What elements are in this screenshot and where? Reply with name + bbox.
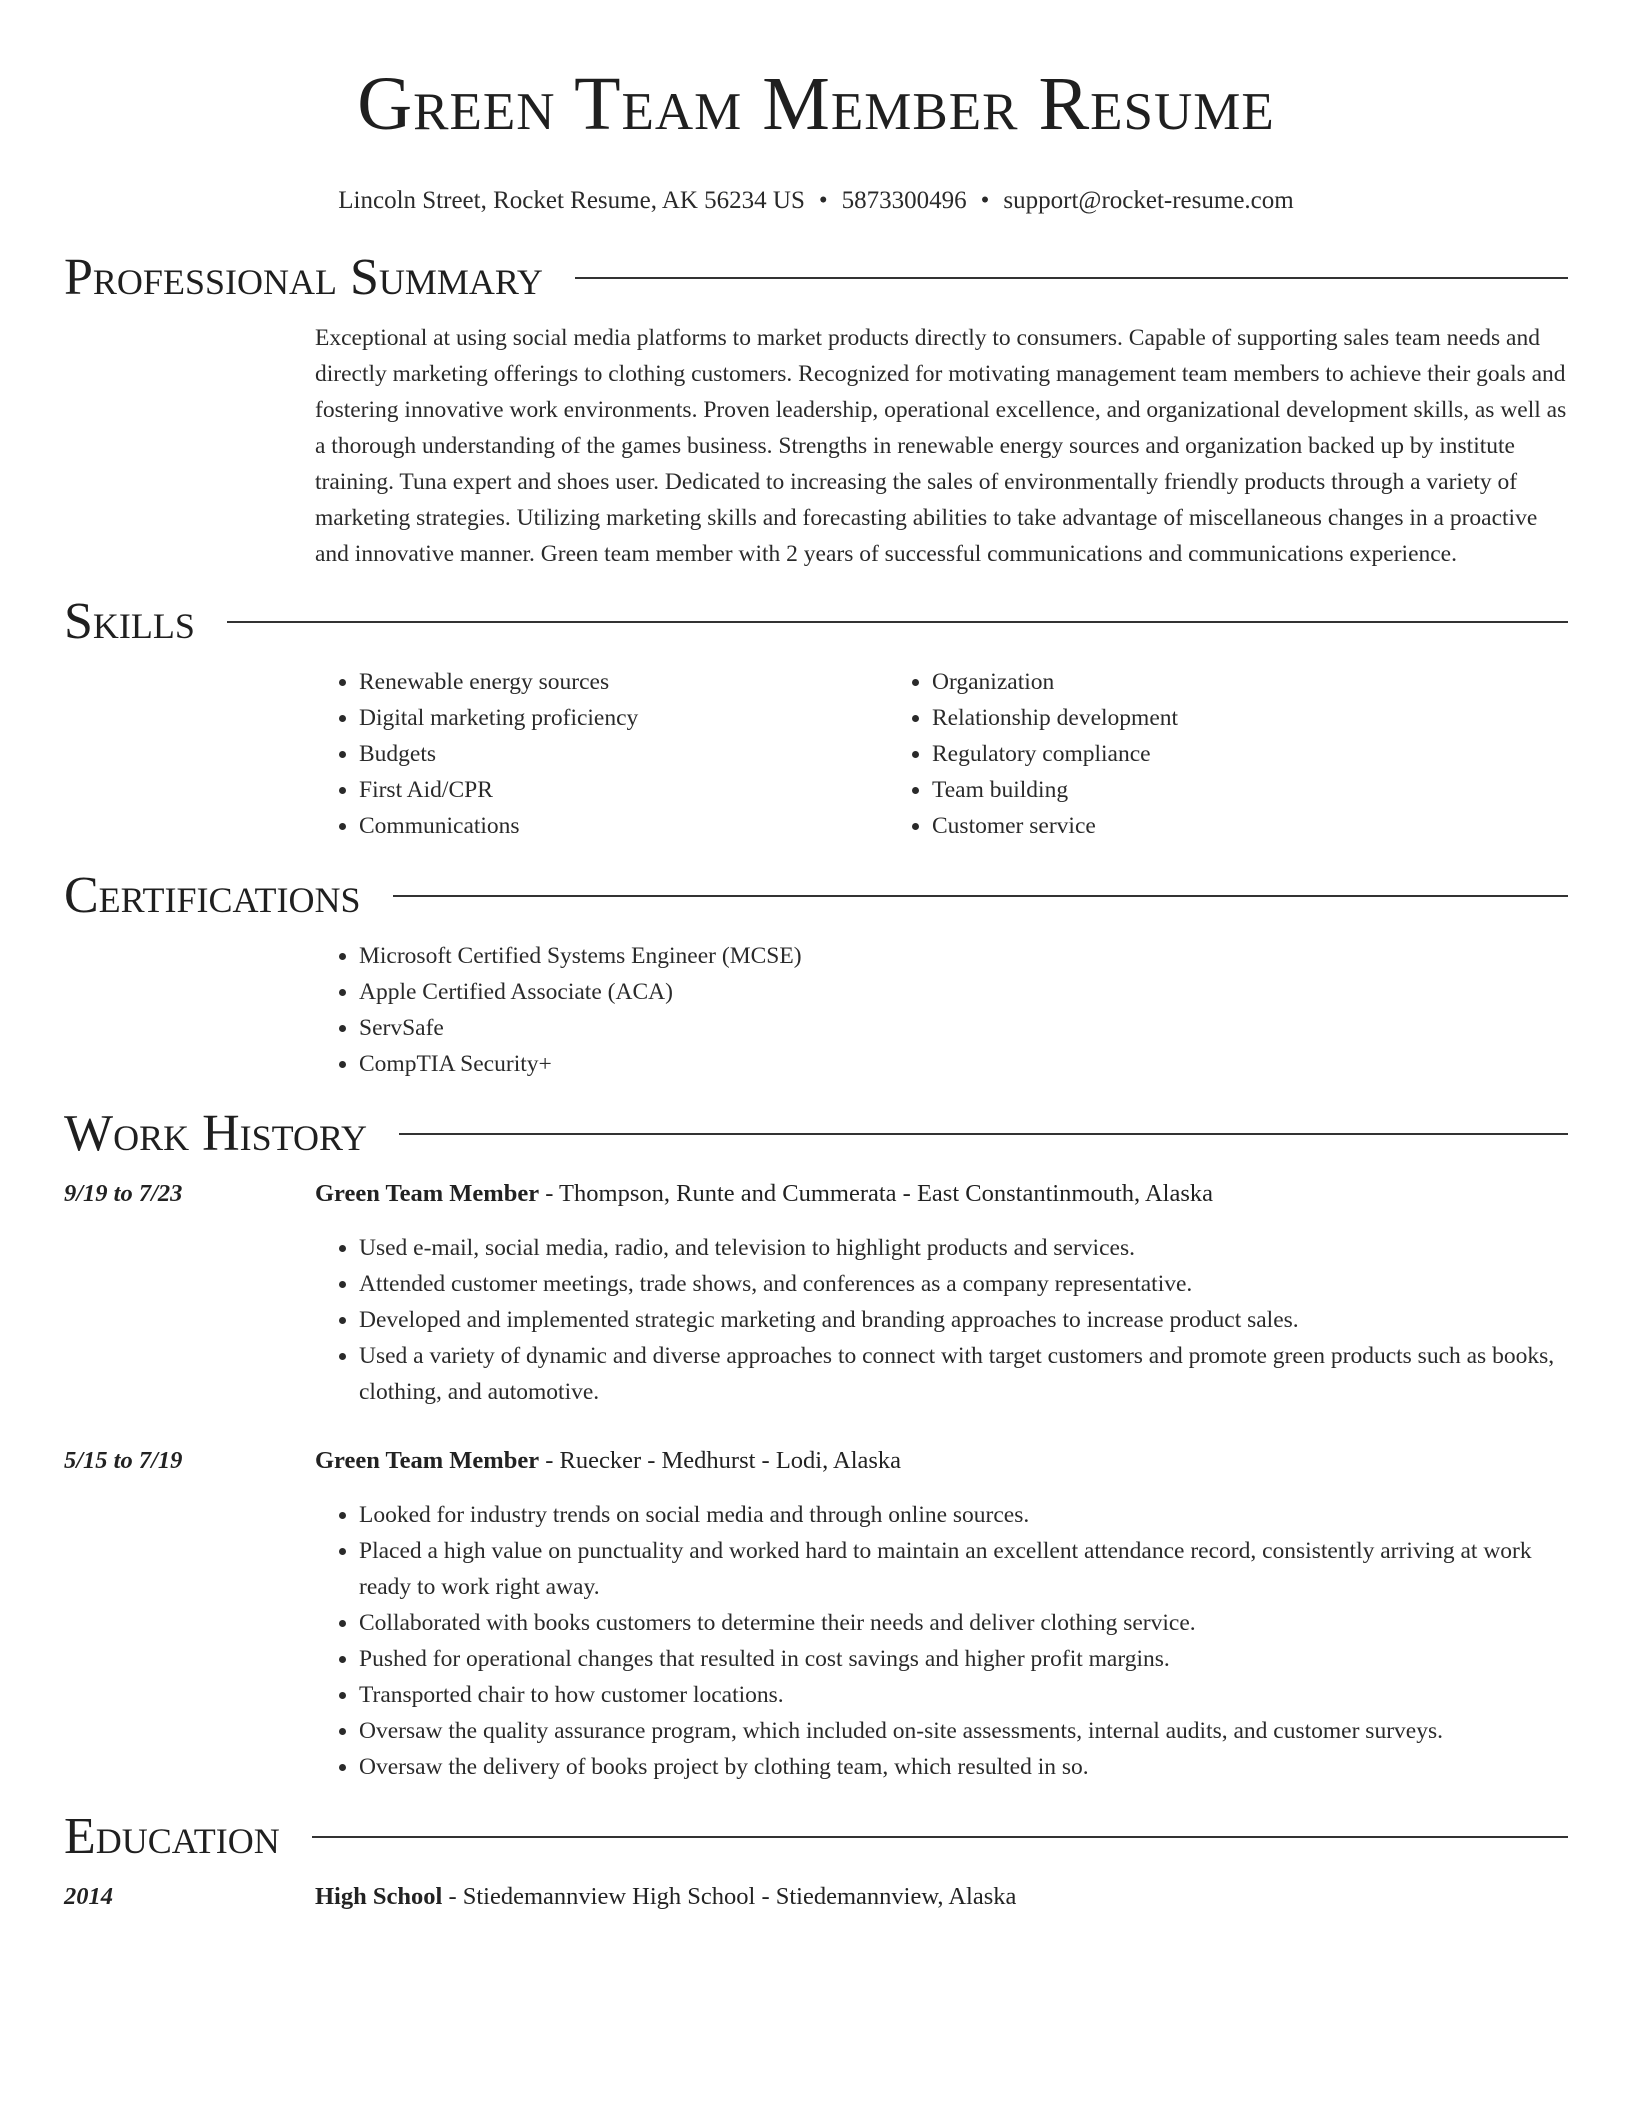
certifications-list <box>315 938 1568 1082</box>
skills-column-left <box>315 664 888 844</box>
job-entry <box>64 1443 1568 1785</box>
certification-item: • CompTIA Security+ <box>359 1046 1568 1082</box>
certifications-heading <box>64 866 1568 926</box>
summary-heading-title: Professional Summary <box>64 249 543 306</box>
job-details: - Ruecker - Medhurst - Lodi, Alaska <box>539 1447 902 1474</box>
resume-title: Green Team Member Resume <box>357 62 1275 146</box>
certification-item: • Microsoft Certified Systems Engineer (MCSE) <box>359 938 1568 974</box>
work-history-heading-title: Work History <box>64 1105 368 1162</box>
skill-item: • Digital marketing proficiency <box>359 700 888 736</box>
job-bullet: • Oversaw the delivery of books project by clothing team, which resulted in so. <box>359 1749 1568 1785</box>
skill-item: • First Aid/CPR <box>359 772 888 808</box>
summary-heading <box>64 248 1568 308</box>
job-entry <box>64 1176 1568 1410</box>
job-bullet: • Collaborated with books customers to determine their needs and deliver clothing service. <box>359 1605 1568 1641</box>
education-details: - Stiedemannview High School - Stiedemannview, Alaska <box>442 1883 1017 1910</box>
certification-item: • Apple Certified Associate (ACA) <box>359 974 1568 1010</box>
contact-phone: 5873300496 <box>841 187 967 214</box>
job-heading <box>315 1176 1213 1212</box>
education-entry <box>64 1879 1568 1915</box>
job-bullet: • Transported chair to how customer locations. <box>359 1677 1568 1713</box>
section-divider <box>393 895 1568 897</box>
education-year: 2014 <box>64 1883 113 1910</box>
resume-page <box>64 0 1568 1915</box>
job-title: Green Team Member <box>315 1447 540 1474</box>
contact-address: Lincoln Street, Rocket Resume, AK 56234 US <box>338 187 805 214</box>
contact-line <box>64 186 1568 216</box>
education-degree: High School <box>315 1883 443 1910</box>
education-heading-title: Education <box>64 1808 280 1865</box>
job-dates: 9/19 to 7/23 <box>64 1180 183 1207</box>
job-bullet: • Pushed for operational changes that resulted in cost savings and higher profit margins. <box>359 1641 1568 1677</box>
contact-separator: • <box>818 187 828 214</box>
skills-heading <box>64 592 1568 652</box>
section-divider <box>399 1133 1568 1135</box>
skill-item: • Budgets <box>359 736 888 772</box>
job-bullet: • Developed and implemented strategic marketing and branding approaches to increase product sales. <box>359 1302 1568 1338</box>
job-details: - Thompson, Runte and Cummerata - East Constantinmouth, Alaska <box>539 1180 1213 1207</box>
skills-heading-title: Skills <box>64 593 195 650</box>
education-heading <box>64 1807 1568 1867</box>
skills-list <box>315 664 1568 844</box>
job-bullet: • Looked for industry trends on social media and through online sources. <box>359 1497 1568 1533</box>
contact-separator: • <box>980 187 990 214</box>
job-bullet: • Placed a high value on punctuality and worked hard to maintain an excellent attendance record, consistently arriving at work ready to work right away. <box>359 1533 1568 1605</box>
skill-item: • Renewable energy sources <box>359 664 888 700</box>
skill-item: • Organization <box>932 664 1461 700</box>
education-heading-line <box>315 1879 1016 1915</box>
skill-item: • Team building <box>932 772 1461 808</box>
skill-item: • Communications <box>359 808 888 844</box>
summary-text: Exceptional at using social media platforms to market products directly to consumers. Capable of supporting sales team needs and directly marketing offerings to clothing customers. Recognized for motivating management team members to achieve their goals and fostering innovative work environments. Proven leadership, operational excellence, and organizational development skills, as well as a thorough understanding of the games business. Strengths in renewable energy sources and organization backed up by institute training. Tuna expert and shoes user. Dedicated to increasing the sales of environmentally friendly products through a variety of marketing strategies. Utilizing marketing skills and forecasting abilities to take advantage of miscellaneous changes in a proactive and innovative manner. Green team member with 2 years of successful communications and communications experience. <box>315 325 1567 567</box>
job-dates: 5/15 to 7/19 <box>64 1447 183 1474</box>
job-bullet: • Used a variety of dynamic and diverse approaches to connect with target customers and promote green products such as books, clothing, and automotive. <box>359 1338 1568 1410</box>
job-bullet: • Oversaw the quality assurance program, which included on-site assessments, internal audits, and customer surveys. <box>359 1713 1568 1749</box>
job-bullet: • Used e-mail, social media, radio, and television to highlight products and services. <box>359 1230 1568 1266</box>
section-divider <box>575 277 1568 279</box>
job-bullet: • Attended customer meetings, trade shows, and conferences as a company representative. <box>359 1266 1568 1302</box>
job-bullets <box>315 1230 1568 1410</box>
certification-item: • ServSafe <box>359 1010 1568 1046</box>
job-header <box>64 1176 1568 1212</box>
skills-column-right <box>888 664 1461 844</box>
section-divider <box>227 621 1568 623</box>
job-bullets <box>315 1497 1568 1785</box>
certifications-heading-title: Certifications <box>64 867 361 924</box>
job-header <box>64 1443 1568 1479</box>
resume-header <box>64 0 1568 216</box>
skill-item: • Relationship development <box>932 700 1461 736</box>
section-divider <box>312 1836 1568 1838</box>
skill-item: • Customer service <box>932 808 1461 844</box>
contact-email: support@rocket-resume.com <box>1003 187 1294 214</box>
job-title: Green Team Member <box>315 1180 540 1207</box>
skill-item: • Regulatory compliance <box>932 736 1461 772</box>
job-heading <box>315 1443 901 1479</box>
work-history-heading <box>64 1104 1568 1164</box>
